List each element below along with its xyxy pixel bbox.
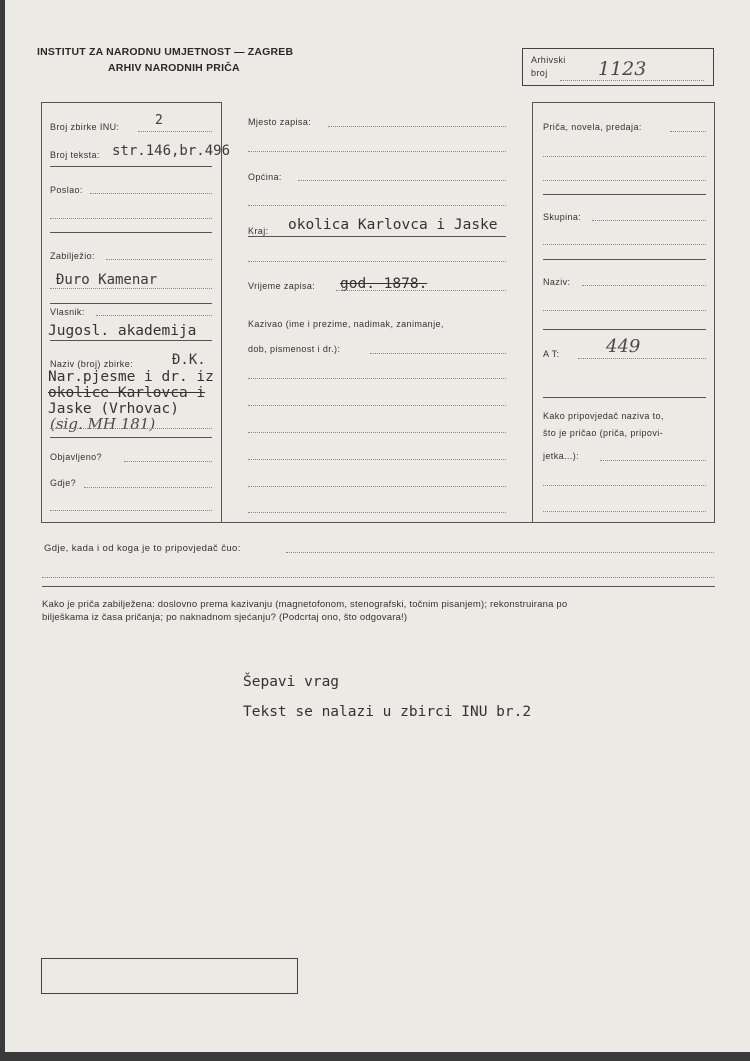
teksta-line	[50, 166, 212, 167]
zbirka-label: Broj zbirke INU:	[50, 122, 120, 132]
kako-label-2: što je pričao (priča, pripovi-	[543, 428, 664, 438]
naziv-label: Naziv:	[543, 277, 571, 287]
prica-line	[543, 194, 706, 195]
skupina-dotline	[592, 220, 706, 221]
opcina-dotline-2	[248, 205, 506, 206]
table-top-right	[532, 102, 715, 103]
poslao-line	[50, 232, 212, 233]
naziv-dotline	[582, 285, 706, 286]
vlasnik-label: Vlasnik:	[50, 307, 85, 317]
gdje-label: Gdje?	[50, 478, 77, 488]
archive-number-value: 1123	[598, 58, 647, 80]
opcina-label: Općina:	[248, 172, 282, 182]
naziv-line	[50, 437, 212, 438]
vlasnik-value: Jugosl. akademija	[48, 323, 197, 339]
kraj-dotline-2	[248, 261, 506, 262]
scan-edge-left	[0, 0, 5, 1061]
poslao-dotline	[90, 193, 212, 194]
kazivao-dotline-4	[248, 432, 506, 433]
zabiljezio-value: Đuro Kamenar	[56, 272, 158, 288]
kako-dotline-2	[543, 485, 706, 486]
teksta-value: str.146,br.496	[112, 143, 231, 159]
kazivao-dotline	[370, 353, 506, 354]
kazivao-label-1: Kazivao (ime i prezime, nadimak, zanimanje,	[248, 319, 444, 329]
kako-label-1: Kako pripovjedač naziva to,	[543, 411, 664, 421]
kraj-line	[248, 236, 506, 237]
naziv-zbirke-value-1: Đ.K.	[172, 352, 206, 368]
kazivao-dotline-3	[248, 405, 506, 406]
archive-name: ARHIV NARODNIH PRIČA	[108, 62, 240, 74]
opcina-dotline	[298, 180, 506, 181]
zabiljezio-dotline	[106, 259, 212, 260]
at-line	[543, 397, 706, 398]
kraj-value: okolica Karlovca i Jaske	[288, 217, 498, 233]
kako-dotline	[600, 460, 706, 461]
gdje-kada-dotline	[286, 552, 714, 553]
kako-zabiljezena-note-2: bilješkama iz časa pričanja; po naknadnom sjećanju? (Podcrtaj ono, što odgovara!)	[42, 612, 408, 623]
naziv-zbirke-value-3: okolice Karlovca i	[48, 385, 206, 401]
objavljeno-dotline	[124, 461, 212, 462]
naziv-line	[543, 329, 706, 330]
poslao-label: Poslao:	[50, 185, 83, 195]
kazivao-label-2: dob, pismenost i dr.):	[248, 344, 341, 354]
naziv-dotline-2	[543, 310, 706, 311]
prica-dotline	[670, 131, 706, 132]
gdje-kada-label: Gdje, kada i od koga je to pripovjedač čuo:	[44, 543, 241, 554]
kako-zabiljezena-note-1: Kako je priča zabilježena: doslovno prema kazivanju (magnetofonom, stenografski, točnim pisanjem); rekonstruirana po	[42, 599, 568, 610]
archive-label-2: broj	[531, 68, 548, 78]
zbirka-dotline	[138, 131, 212, 132]
vrijeme-label: Vrijeme zapisa:	[248, 281, 316, 291]
at-dotline	[578, 358, 706, 359]
prica-label: Priča, novela, predaja:	[543, 122, 642, 132]
objavljeno-label: Objavljeno?	[50, 452, 102, 462]
zbirka-value: 2	[155, 113, 163, 128]
at-label: A T:	[543, 349, 560, 359]
bottom-box	[41, 958, 298, 994]
naziv-zbirke-value-2: Nar.pjesme i dr. iz	[48, 369, 214, 385]
gdje-dotline	[84, 487, 212, 488]
kako-label-3: jetka...):	[543, 451, 580, 461]
vlasnik-dotline	[96, 315, 212, 316]
kako-dotline-3	[543, 511, 706, 512]
table-right-border	[714, 102, 715, 523]
archive-label-1: Arhivski	[531, 55, 566, 65]
skupina-label: Skupina:	[543, 212, 582, 222]
zabiljezio-dotline-2	[50, 288, 212, 289]
teksta-label: Broj teksta:	[50, 150, 100, 160]
kazivao-dotline-5	[248, 459, 506, 460]
naziv-zbirke-value-4: Jaske (Vrhovac)	[48, 401, 179, 417]
story-title: Šepavi vrag	[243, 674, 340, 690]
prica-dotline-3	[543, 180, 706, 181]
kazivao-dotline-7	[248, 512, 506, 513]
gdje-kada-line	[42, 586, 715, 587]
gdje-kada-dotline-2	[42, 577, 714, 578]
institute-name: INSTITUT ZA NARODNU UMJETNOST — ZAGREB	[37, 46, 294, 58]
skupina-line	[543, 259, 706, 260]
zabiljezio-line	[50, 303, 212, 304]
table-bottom-border	[41, 522, 715, 523]
kraj-label: Kraj:	[248, 226, 269, 236]
kazivao-dotline-6	[248, 486, 506, 487]
table-left-border	[41, 102, 42, 523]
mjesto-dotline	[328, 126, 506, 127]
naziv-zbirke-handwritten: (sig. MH 181)	[50, 415, 156, 433]
col-divider-2	[532, 102, 533, 523]
vrijeme-value: god. 1878.	[340, 276, 428, 292]
mjesto-dotline-2	[248, 151, 506, 152]
col-divider-1	[221, 102, 222, 523]
poslao-dotline-2	[50, 218, 212, 219]
zabiljezio-label: Zabilježio:	[50, 251, 95, 261]
mjesto-label: Mjesto zapisa:	[248, 117, 312, 127]
at-value: 449	[606, 336, 641, 357]
scan-edge-bottom	[0, 1052, 750, 1061]
naziv-zbirke-label: Naziv (broj) zbirke:	[50, 359, 134, 369]
gdje-dotline-2	[50, 510, 212, 511]
vlasnik-line	[50, 340, 212, 341]
table-top-left	[41, 102, 221, 103]
naziv-dotline	[50, 428, 212, 429]
story-text: Tekst se nalazi u zbirci INU br.2	[243, 704, 532, 720]
kazivao-dotline-2	[248, 378, 506, 379]
skupina-dotline-2	[543, 244, 706, 245]
vrijeme-dotline	[336, 290, 506, 291]
prica-dotline-2	[543, 156, 706, 157]
archive-dotline	[560, 80, 704, 81]
